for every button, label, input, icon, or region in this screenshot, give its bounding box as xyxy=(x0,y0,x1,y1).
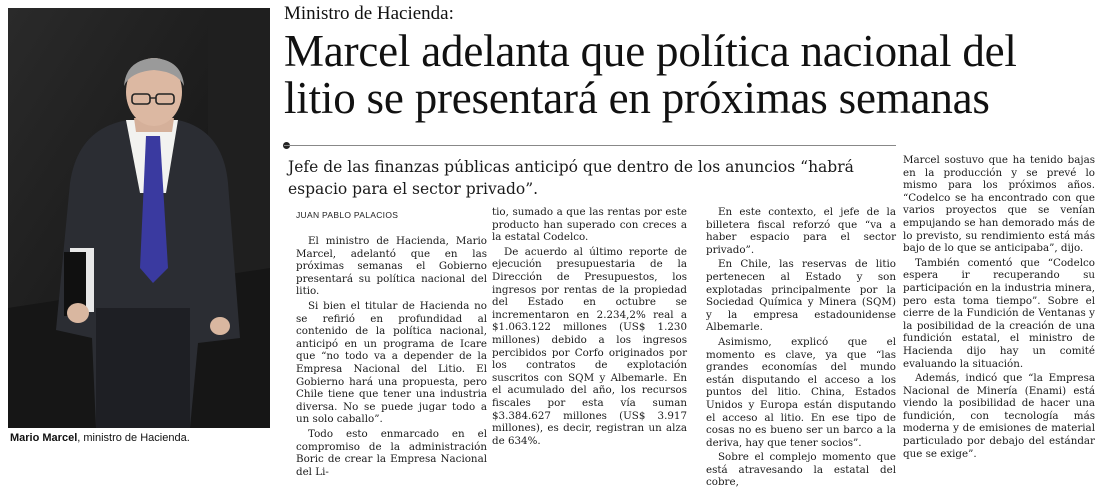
photo-caption xyxy=(10,432,290,444)
paragraph: Marcel sostuvo que ha tenido bajas en la producción y se prevé lo mismo para los próximos años. “Codelco se ha encontrado con que varios proyectos que se venían empujando se han demorado más de lo previsto, su rendimiento está más bajo de lo que se anticipaba”, dijo. xyxy=(903,154,1095,255)
article-column-2 xyxy=(492,206,687,449)
headline: Marcel adelanta que política nacional del litio se presentará en próximas semanas xyxy=(284,26,1017,123)
paragraph: Todo esto enmarcado en el compromiso de la administración Boric de crear la Empresa Nacional del Li- xyxy=(296,427,487,478)
article-column-4 xyxy=(903,154,1095,462)
article-column-3 xyxy=(706,206,896,491)
kicker: Ministro de Hacienda: xyxy=(284,3,454,24)
headline-rule xyxy=(284,145,896,146)
deck: Jefe de las finanzas públicas anticipó que dentro de los anuncios “habrá espacio para el sector privado”. xyxy=(288,158,854,198)
photo-illustration xyxy=(8,8,270,428)
paragraph: tio, sumado a que las rentas por este producto han superado con creces a la estatal Codelco. xyxy=(492,206,687,244)
caption-name: Mario Marcel xyxy=(10,432,78,444)
paragraph: En este contexto, el jefe de la billetera fiscal reforzó que “va a haber espacio para el sector privado”. xyxy=(706,206,896,256)
byline: JUAN PABLO PALACIOS xyxy=(296,210,399,220)
paragraph: Además, indicó que “la Empresa Nacional de Minería (Enami) está viendo la posibilidad de hacer una fundición, con tecnología más moderna y de emisiones de material particulado por debajo del estándar que se exige”. xyxy=(903,372,1095,460)
paragraph: Asimismo, explicó que el momento es clave, ya que “las grandes economías del mundo están disputando el acceso a los puntos del litio. China, Estados Unidos y Europa están disputando el acceso al litio. En ese tipo de cosas no es bueno ser un barco a la deriva, hay que tener socios”. xyxy=(706,335,896,449)
paragraph: También comentó que “Codelco espera ir recuperando su participación en la industria minera, pero esta toma tiempo”. Sobre el cierre de la Fundición de Ventanas y la posibilidad de la creación de una fundición estatal, el ministro de Hacienda dijo hay un comité evaluando la situación. xyxy=(903,256,1095,370)
paragraph: De acuerdo al último reporte de ejecución presupuestaria de la Dirección de Presupuestos, los ingresos por rentas de la propiedad del Estado en octubre se incrementaron en 2.234,2% real a $1.063.122 millones (US$ 1.230 millones) debido a los ingresos percibidos por Corfo originados por los contratos de explotación suscritos con SQM y Albemarle. En el acumulado del año, los recursos fiscales por esta vía suman $3.384.627 millones (US$ 3.917 millones), es decir, registran un alza de 634%. xyxy=(492,245,687,447)
paragraph: El ministro de Hacienda, Mario Marcel, adelantó que en las próximas semanas el Gobierno presentará su política nacional del litio. xyxy=(296,235,487,298)
paragraph: En Chile, las reservas de litio pertenecen al Estado y son explotadas principalmente por la Sociedad Química y Minera (SQM) y la empresa estadounidense Albemarle. xyxy=(706,258,896,334)
article-column-1 xyxy=(296,235,487,480)
minister-photo xyxy=(8,8,270,428)
paragraph: Sobre el complejo momento que está atravesando la estatal del cobre, xyxy=(706,451,896,489)
paragraph: Si bien el titular de Hacienda no se refirió en profundidad al contenido de la política nacional, anticipó en un programa de Icare que “no todo va a depender de la Empresa Nacional del Litio. El Gobierno hará una propuesta, pero Chile tiene que tener una industria diversa. No se puede jugar todo a un solo caballo”. xyxy=(296,299,487,426)
caption-text: , ministro de Hacienda. xyxy=(77,432,190,444)
